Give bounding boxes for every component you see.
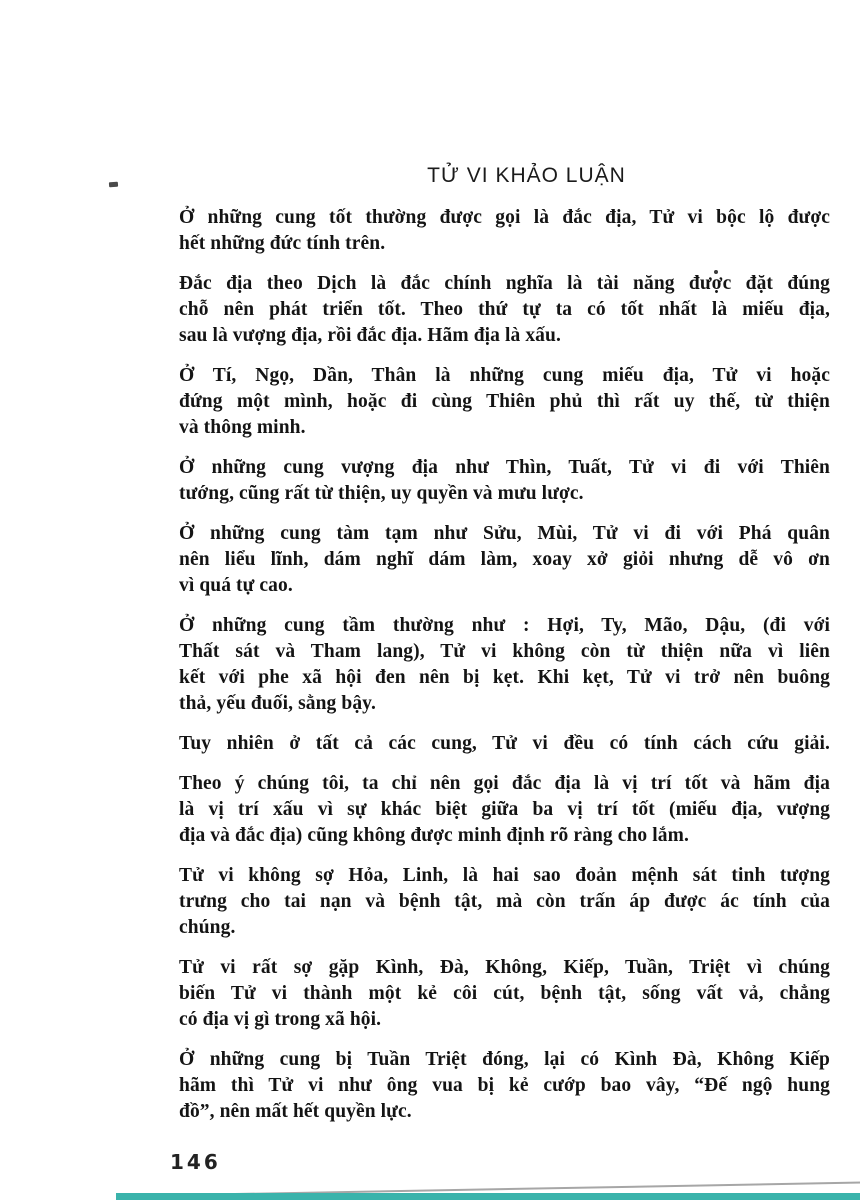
text-line: địa và đắc địa) cũng không được minh định rõ ràng cho lắm. xyxy=(179,825,689,846)
page-number: 146 xyxy=(170,1150,221,1174)
text-line: Ở những cung bị Tuần Triệt đóng, lại có Kình Đà, Không Kiếp xyxy=(179,1049,830,1070)
paragraph xyxy=(179,363,830,441)
text-line: Ở những cung tốt thường được gọi là đắc địa, Tử vi bộc lộ được xyxy=(179,207,830,228)
text-line: thả, yếu đuối, sằng bậy. xyxy=(179,693,376,714)
paragraph xyxy=(179,955,830,1033)
paragraph xyxy=(179,771,830,849)
paragraph xyxy=(179,613,830,717)
paragraph xyxy=(179,455,830,507)
text-line: Ở những cung vượng địa như Thìn, Tuất, Tử vi đi với Thiên xyxy=(179,457,830,478)
text-line: Ở Tí, Ngọ, Dần, Thân là những cung miếu địa, Tử vi hoặc xyxy=(179,365,830,386)
body-paragraphs xyxy=(179,205,830,1125)
text-line: nên liểu lĩnh, dám nghĩ dám làm, xoay xở giỏi nhưng dễ vô ơn xyxy=(179,549,830,570)
page-text-block xyxy=(179,164,830,1139)
paragraph xyxy=(179,271,830,349)
text-line: Tử vi không sợ Hỏa, Linh, là hai sao đoản mệnh sát tinh tượng xyxy=(179,865,830,886)
paragraph xyxy=(179,521,830,599)
text-line: Theo ý chúng tôi, ta chỉ nên gọi đắc địa là vị trí tốt và hãm địa xyxy=(179,773,830,794)
text-line: vì quá tự cao. xyxy=(179,575,293,596)
text-line: Tử vi rất sợ gặp Kình, Đà, Không, Kiếp, Tuần, Triệt vì chúng xyxy=(179,957,830,978)
text-line: trưng cho tai nạn và bệnh tật, mà còn trấn áp được ác tính của xyxy=(179,891,830,912)
text-line: chỗ nên phát triển tốt. Theo thứ tự ta có tốt nhất là miếu địa, xyxy=(179,299,830,320)
text-line: Thất sát và Tham lang), Tử vi không còn từ thiện nữa vì liên xyxy=(179,641,830,662)
text-line: có địa vị gì trong xã hội. xyxy=(179,1009,382,1030)
text-line: là vị trí xấu vì sự khác biệt giữa ba vị trí tốt (miếu địa, vượng xyxy=(179,799,830,820)
text-line: sau là vượng địa, rồi đắc địa. Hãm địa là xấu. xyxy=(179,325,561,346)
paragraph xyxy=(179,731,830,757)
text-line: chúng. xyxy=(179,917,236,938)
text-line: Đắc địa theo Dịch là đắc chính nghĩa là tài năng được đặt đúng xyxy=(179,273,830,294)
paragraph xyxy=(179,863,830,941)
paragraph xyxy=(179,1047,830,1125)
text-line: Ở những cung tàm tạm như Sửu, Mùi, Tử vi đi với Phá quân xyxy=(179,523,830,544)
text-line: hãm thì Tử vi như ông vua bị kẻ cướp bao vây, “Đế ngộ hung xyxy=(179,1075,830,1096)
text-line: tướng, cũng rất từ thiện, uy quyền và mưu lược. xyxy=(179,483,584,504)
page-title: TỬ VI KHẢO LUẬN xyxy=(427,164,626,187)
text-line: đồ”, nên mất hết quyền lực. xyxy=(179,1101,412,1122)
text-line: kết với phe xã hội đen nên bị kẹt. Khi kẹt, Tử vi trở nên buông xyxy=(179,667,830,688)
ink-speck-artifact xyxy=(109,182,118,188)
text-line: hết những đức tính trên. xyxy=(179,233,386,254)
text-line: biến Tử vi thành một kẻ côi cút, bệnh tật, sống vất vả, chẳng xyxy=(179,983,830,1004)
text-line: đứng một mình, hoặc đi cùng Thiên phủ thì rất uy thế, từ thiện xyxy=(179,391,830,412)
text-line: Ở những cung tầm thường như : Hợi, Ty, Mão, Dậu, (đi với xyxy=(179,615,830,636)
paragraph xyxy=(179,205,830,257)
text-line: Tuy nhiên ở tất cả các cung, Tử vi đều có tính cách cứu giải. xyxy=(179,733,830,754)
text-line: và thông minh. xyxy=(179,417,306,438)
book-cover-bottom-bar xyxy=(116,1193,860,1200)
